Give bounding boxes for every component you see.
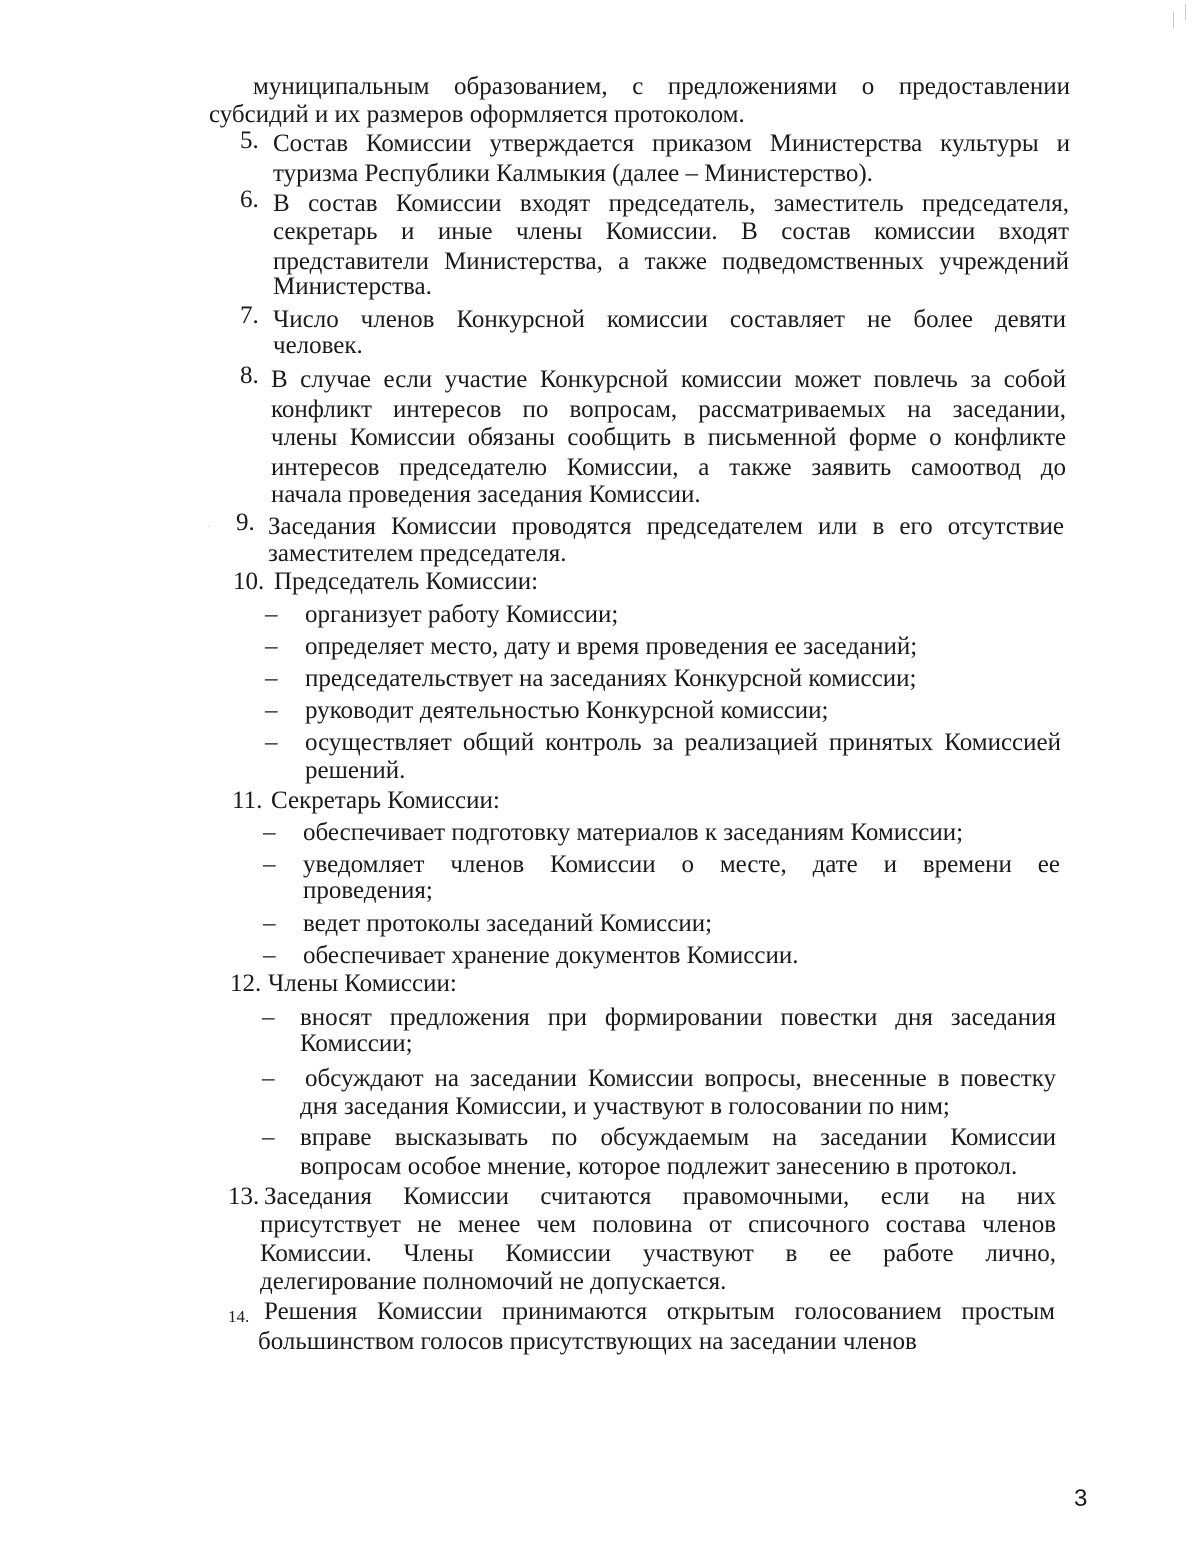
item-number: 5. <box>240 127 259 154</box>
item-number: 9. <box>236 509 255 536</box>
bullet-marker: – <box>265 601 278 628</box>
intro-line: муниципальным образованием, с предложениями о предоставлении <box>253 73 1070 100</box>
bullet-marker: – <box>265 697 278 724</box>
item-line: Министерства. <box>273 273 432 300</box>
item-number: 13. <box>228 1183 260 1210</box>
scan-speck <box>1173 12 1174 28</box>
bullet-line: Комиссии; <box>300 1030 413 1057</box>
bullet-line: обеспечивает хранение документов Комиссии. <box>303 942 799 969</box>
bullet-line: решений. <box>305 757 406 784</box>
item-line: конфликт интересов по вопросам, рассматриваемых на заседании, <box>271 396 1066 423</box>
item-line: секретарь и иные члены Комиссии. В состав комиссии входят <box>273 218 1069 245</box>
bullet-marker: – <box>265 665 278 692</box>
bullet-marker: – <box>262 1004 275 1031</box>
bullet-marker: – <box>263 851 276 878</box>
item-line: представители Министерства, а также подведомственных учреждений <box>273 248 1069 275</box>
bullet-marker: – <box>263 910 276 937</box>
item-line: В случае если участие Конкурсной комиссии может повлечь за собой <box>271 366 1066 393</box>
bullet-line: вопросам особое мнение, которое подлежит занесению в протокол. <box>300 1153 1018 1180</box>
item-line: Комиссии. Члены Комиссии участвуют в ее работе лично, <box>260 1240 1056 1267</box>
bullet-marker: – <box>262 1124 275 1151</box>
item-number: 14. <box>228 1307 250 1326</box>
intro-line: субсидий и их размеров оформляется протоколом. <box>209 101 745 128</box>
item-line: Решения Комиссии принимаются открытым голосованием простым <box>264 1298 1055 1325</box>
bullet-line: обсуждают на заседании Комиссии вопросы, внесенные в повестку <box>305 1065 1056 1092</box>
item-number: 11. <box>232 787 263 814</box>
item-line: заместителем председателя. <box>268 540 567 567</box>
item-line: большинством голосов присутствующих на заседании членов <box>258 1328 917 1355</box>
item-line: Заседания Комиссии проводятся председателем или в его отсутствие <box>268 513 1064 540</box>
item-line: Секретарь Комиссии: <box>271 787 500 814</box>
item-line: Председатель Комиссии: <box>274 568 539 595</box>
scan-speck <box>208 526 209 527</box>
bullet-line: осуществляет общий контроль за реализацией принятых Комиссией <box>305 729 1061 756</box>
item-line: Число членов Конкурсной комиссии составляет не более девяти <box>273 306 1066 333</box>
page-number: 3 <box>1074 1485 1088 1512</box>
item-number: 7. <box>240 302 259 329</box>
bullet-marker: – <box>263 819 276 846</box>
item-line: человек. <box>273 332 363 359</box>
bullet-line: обеспечивает подготовку материалов к заседаниям Комиссии; <box>303 819 964 846</box>
bullet-line: руководит деятельностью Конкурсной комиссии; <box>305 697 829 724</box>
item-line: Заседания Комиссии считаются правомочными, если на них <box>264 1183 1056 1210</box>
bullet-line: дня заседания Комиссии, и участвуют в голосовании по ним; <box>300 1093 950 1120</box>
bullet-line: уведомляет членов Комиссии о месте, дате и времени ее <box>303 851 1060 878</box>
bullet-line: председательствует на заседаниях Конкурсной комиссии; <box>305 665 917 692</box>
item-line: Состав Комиссии утверждается приказом Министерства культуры и <box>273 130 1070 157</box>
bullet-line: организует работу Комиссии; <box>305 601 619 628</box>
item-line: В состав Комиссии входят председатель, заместитель председателя, <box>273 190 1069 217</box>
item-number: 12. <box>230 970 262 997</box>
item-line: туризма Республики Калмыкия (далее – Министерство). <box>273 160 873 187</box>
bullet-line: вправе высказывать по обсуждаемым на заседании Комиссии <box>300 1124 1056 1151</box>
item-line: делегирование полномочий не допускается. <box>260 1268 727 1295</box>
bullet-line: ведет протоколы заседаний Комиссии; <box>303 910 713 937</box>
bullet-line: определяет место, дату и время проведения ее заседаний; <box>305 633 918 660</box>
bullet-line: проведения; <box>303 877 433 904</box>
item-number: 6. <box>240 186 259 213</box>
item-line: члены Комиссии обязаны сообщить в письменной форме о конфликте <box>271 424 1066 451</box>
item-line: начала проведения заседания Комиссии. <box>271 481 701 508</box>
item-number: 8. <box>240 362 259 389</box>
bullet-marker: – <box>263 942 276 969</box>
bullet-marker: – <box>265 633 278 660</box>
item-number: 10. <box>233 568 265 595</box>
item-line: Члены Комиссии: <box>268 970 457 997</box>
bullet-marker: – <box>262 1065 275 1092</box>
item-line: присутствует не менее чем половина от списочного состава членов <box>260 1211 1056 1238</box>
bullet-line: вносят предложения при формировании повестки дня заседания <box>300 1004 1056 1031</box>
scan-speck <box>1185 4 1186 20</box>
bullet-marker: – <box>265 729 278 756</box>
item-line: интересов председателю Комиссии, а также заявить самоотвод до <box>271 454 1066 481</box>
